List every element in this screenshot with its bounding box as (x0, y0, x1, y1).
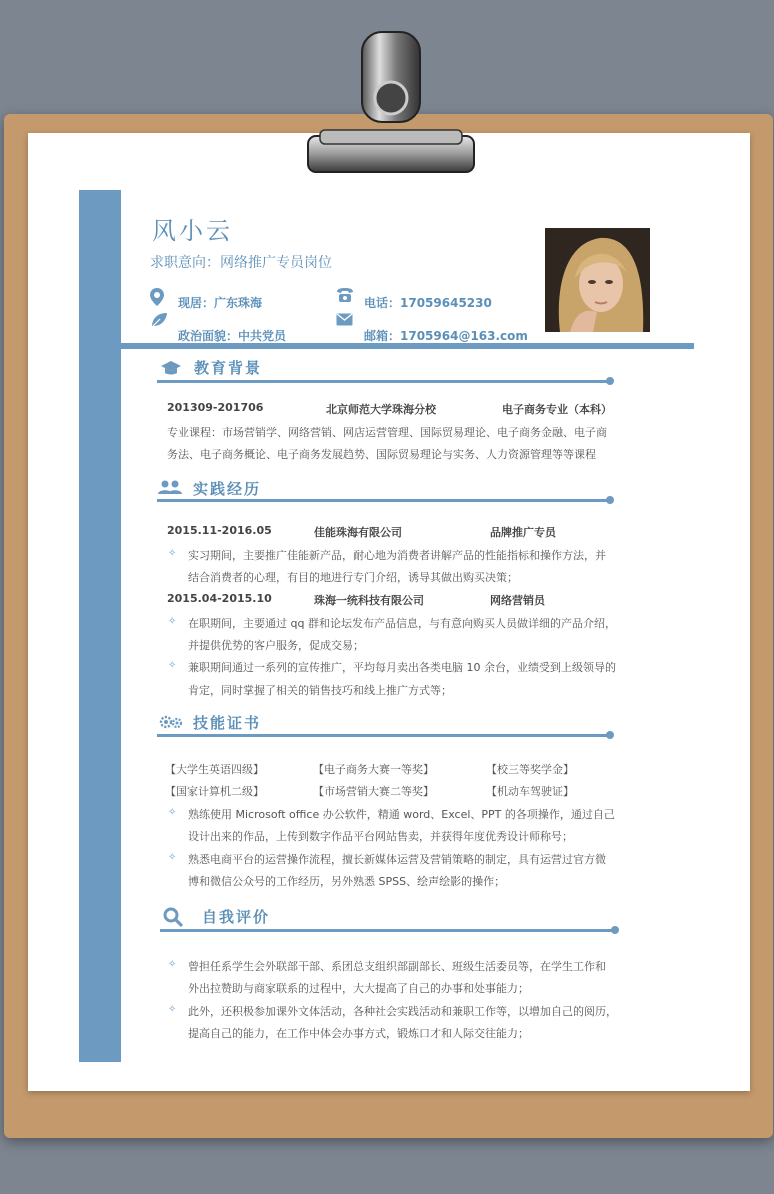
job2-parttime-cont: 肯定，同时掌握了相关的销售技巧和线上推广方式等； (188, 684, 452, 697)
gears-icon (159, 714, 183, 730)
self-eval-item-cont: 提高自己的能力，在工作中体会办事方式，锻炼口才和人际交往能力； (188, 1027, 529, 1040)
skill-office-cont: 设计出来的作品，上传到数字作品平台网站售卖，并获得年度优秀设计师称号； (188, 830, 573, 843)
section-title-practice: 实践经历 (193, 480, 262, 498)
section-divider (160, 929, 615, 932)
job2-description: 在职期间，主要通过 qq 群和论坛发布产品信息，与有意向购买人员做详细的产品介绍， (188, 617, 616, 630)
cert-item: 【电子商务大赛一等奖】 (313, 763, 434, 776)
info-politics: 政治面貌：中共党员 (178, 329, 287, 343)
cert-item: 【市场营销大赛二等奖】 (313, 785, 434, 798)
cert-item: 【大学生英语四级】 (165, 763, 264, 776)
job1-company: 佳能珠海有限公司 (314, 526, 402, 539)
section-title-education: 教育背景 (194, 359, 263, 377)
envelope-icon (336, 313, 353, 326)
bullet-icon: ✧ (168, 959, 177, 970)
binder-clip-icon (300, 28, 480, 178)
job1-description: 实习期间，主要推广佳能新产品，耐心地为消费者讲解产品的性能指标和操作方法，并 (188, 549, 606, 562)
skill-ecommerce-cont: 博和微信公众号的工作经历，另外熟悉 SPSS、绘声绘影的操作； (188, 875, 506, 888)
self-eval-item: 此外，还积极参加课外文体活动，各种社会实践活动和兼职工作等，以增加自己的阅历， (188, 1005, 617, 1018)
education-courses-cont: 务法、电子商务概论、电子商务发展趋势、国际贸易理论与实务、人力资源管理等等课程 (167, 448, 596, 461)
section-title-self-eval: 自我评价 (202, 908, 271, 926)
bullet-icon: ✧ (168, 616, 177, 627)
job1-period: 2015.11-2016.05 (167, 524, 272, 537)
education-courses: 专业课程：市场营销学、网络营销、网店运营管理、国际贸易理论、电子商务金融、电子商 (167, 426, 607, 439)
info-phone: 电话：17059645230 (364, 296, 492, 310)
cert-item: 【国家计算机二级】 (165, 785, 264, 798)
self-eval-item-cont: 外出拉赞助与商家联系的过程中，大大提高了自己的办事和处事能力； (188, 982, 529, 995)
job1-role: 品牌推广专员 (490, 526, 556, 539)
bullet-icon: ✧ (168, 548, 177, 559)
job2-parttime: 兼职期间通过一系列的宣传推广，平均每月卖出各类电脑 10 余台，业绩受到上级领导的 (188, 661, 616, 674)
education-major: 电子商务专业（本科） (502, 403, 612, 416)
self-eval-item: 曾担任系学生会外联部干部、系团总支组织部副部长、班级生活委员等，在学生工作和 (188, 960, 606, 973)
people-icon (158, 479, 182, 495)
info-email: 邮箱：1705964@163.com (364, 329, 528, 343)
skill-ecommerce: 熟悉电商平台的运营操作流程，擅长新媒体运营及营销策略的制定，具有运营过官方微 (188, 853, 606, 866)
telephone-icon (336, 287, 354, 303)
education-school: 北京师范大学珠海分校 (326, 403, 436, 416)
job2-role: 网络营销员 (490, 594, 545, 607)
job1-description-cont: 结合消费者的心理，有目的地进行专门介绍，诱导其做出购买决策； (188, 571, 518, 584)
job2-company: 珠海一统科技有限公司 (314, 594, 424, 607)
section-divider (157, 499, 610, 502)
bullet-icon: ✧ (168, 1004, 177, 1015)
section-divider (157, 734, 610, 737)
bullet-icon: ✧ (168, 852, 177, 863)
section-divider-dot (611, 926, 619, 934)
cert-item: 【校三等奖学金】 (486, 763, 574, 776)
resume-name: 风小云 (152, 217, 233, 245)
cert-item: 【机动车驾驶证】 (486, 785, 574, 798)
profile-photo (545, 228, 650, 332)
section-divider-dot (606, 496, 614, 504)
info-location: 现居：广东珠海 (178, 296, 263, 310)
header-divider (121, 343, 694, 349)
sidebar-stripe (79, 190, 121, 1062)
skill-office: 熟练使用 Microsoft office 办公软件，精通 word、Excel、PPT 的各项操作，通过自己 (188, 808, 615, 821)
education-period: 201309-201706 (167, 401, 264, 414)
job-objective: 求职意向：网络推广专员岗位 (150, 255, 332, 271)
graduation-cap-icon (160, 360, 182, 376)
leaf-icon (150, 312, 168, 328)
location-pin-icon (150, 288, 164, 306)
section-divider-dot (606, 377, 614, 385)
job2-period: 2015.04-2015.10 (167, 592, 272, 605)
search-icon (163, 907, 183, 927)
section-divider (157, 380, 610, 383)
section-divider-dot (606, 731, 614, 739)
bullet-icon: ✧ (168, 807, 177, 818)
section-title-skills: 技能证书 (193, 714, 262, 732)
job2-description-cont: 并提供优势的客户服务，促成交易； (188, 639, 364, 652)
bullet-icon: ✧ (168, 660, 177, 671)
